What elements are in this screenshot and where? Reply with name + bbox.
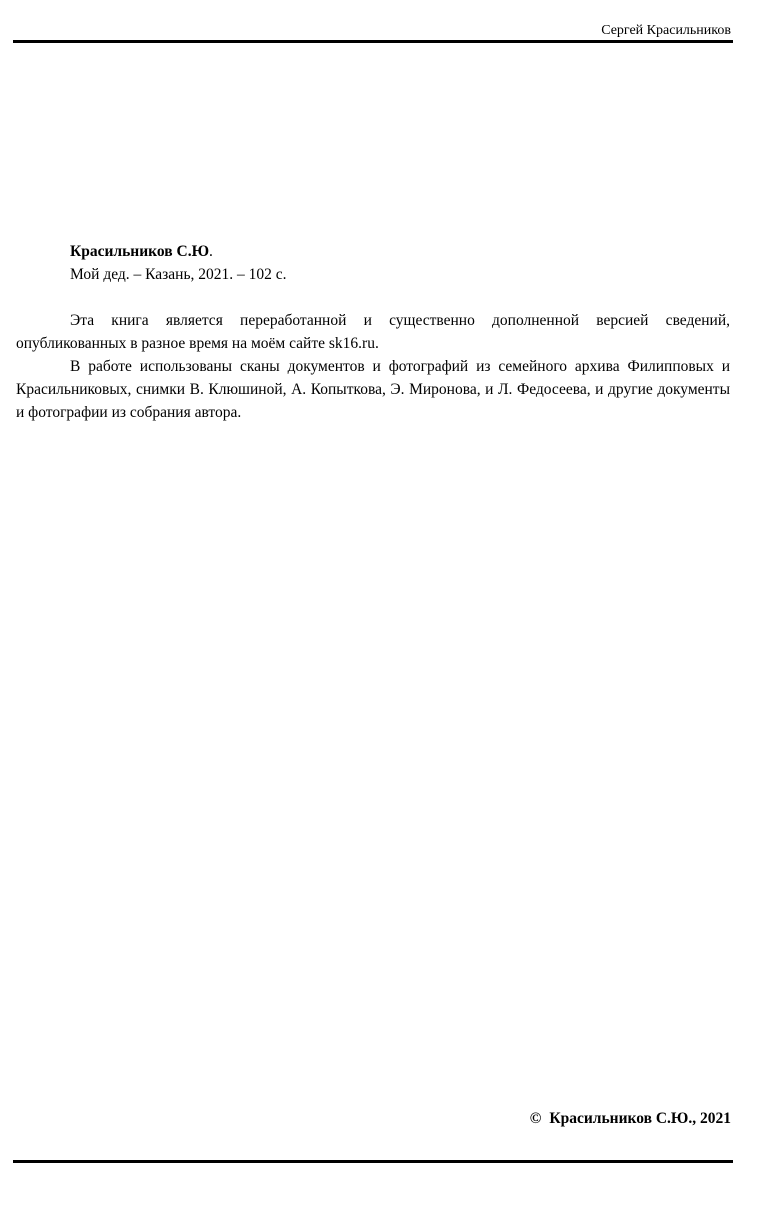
- copyright-notice: [530, 1108, 731, 1130]
- bibliography-citation: Мой дед. – Казань, 2021. – 102 с.: [70, 266, 287, 283]
- spacer: [16, 286, 730, 309]
- bibliography-author-name: Красильников С.Ю: [70, 243, 210, 260]
- top-rule: [13, 40, 733, 43]
- paragraph-intro: Эта книга является переработанной и существенно дополненной версией сведений, опубликованных в разное время на моём сайте sk16.ru.: [16, 312, 730, 352]
- copyright-text: Красильников С.Ю., 2021: [549, 1110, 731, 1127]
- copyright-symbol: ©: [529, 1110, 542, 1127]
- paragraph-sources: В работе использованы сканы документов и фотографий из семейного архива Филипповых и Красильниковых, снимки В. Клюшиной, А. Копыткова, Э. Миронова, и Л. Федосеева, и другие документы и фотографии из собрания автора.: [16, 358, 730, 421]
- bottom-rule: [13, 1160, 733, 1163]
- bibliography-author: [16, 240, 730, 263]
- main-content: [16, 240, 730, 424]
- bibliography-author-dot: .: [209, 243, 213, 260]
- running-header-author: Сергей Красильников: [601, 23, 731, 38]
